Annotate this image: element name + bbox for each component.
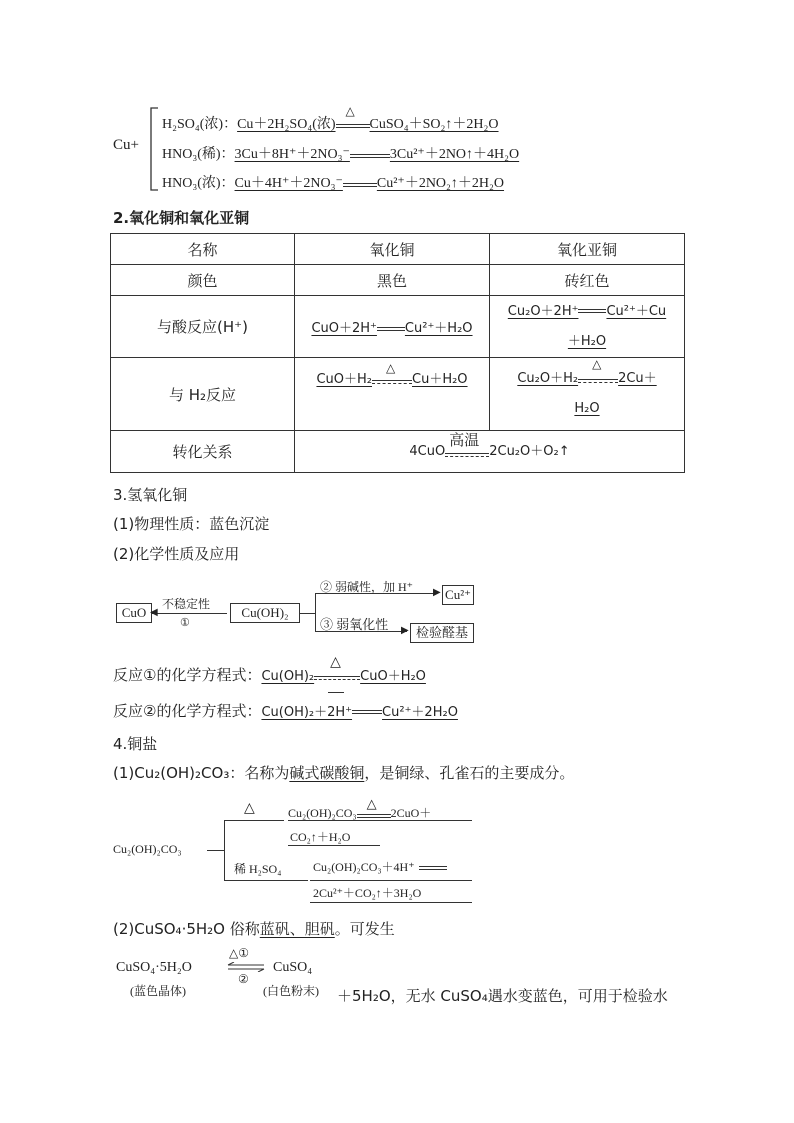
copper-oxide-table: [110, 233, 685, 473]
arrow-line-unstable: [152, 613, 227, 614]
section-4-p1: (1)Cu₂(OH)₂CO₃：名称为碱式碳酸铜，是铜绿、孔雀石的主要成分。: [113, 764, 575, 782]
mal-trunk: [207, 850, 224, 851]
section-4-tail: ＋5H₂O，无水 CuSO₄遇水变蓝色，可用于检验水: [337, 987, 668, 1005]
reaction-2: 反应②的化学方程式：Cu(OH)₂＋2H⁺ Cu²⁺＋2H₂O: [113, 702, 458, 720]
mal-upper-eq-line2: CO₂↑＋H₂O: [290, 830, 351, 844]
header-cuo: 氧化铜: [295, 234, 490, 265]
row-h2-label: 与 H₂反应: [111, 358, 295, 431]
malachite-reactant: Cu₂(OH)₂CO₃: [113, 842, 182, 856]
box-cuoh2: Cu(OH)₂: [230, 603, 300, 623]
anhydrous-formula: CuSO₄: [273, 960, 313, 975]
mal-upper-eq-line1: Cu₂(OH)₂CO₃ △ 2CuO＋: [288, 796, 432, 820]
section-3-p2: (2)化学性质及应用: [113, 545, 240, 563]
mal-vertical: [224, 820, 225, 880]
section-3-p1: (1)物理性质：蓝色沉淀: [113, 515, 270, 533]
mal-bottom: [224, 880, 308, 881]
header-cu2o: 氧化亚铜: [490, 234, 685, 265]
mal-top: [224, 820, 284, 821]
branch-vertical: [315, 593, 316, 631]
section-2-heading: 2.氧化铜和氧化亚铜: [113, 209, 250, 227]
mal-lower-cond: 稀 H₂SO₄: [234, 862, 282, 876]
brace: [146, 106, 160, 192]
section-4-heading: 4.铜盐: [113, 735, 158, 753]
row-h2-cu2o: Cu₂O＋H₂ △ 2Cu＋ H₂O: [490, 358, 685, 431]
arrow-bottom-label: ②: [238, 972, 249, 986]
reaction-1: 反应①的化学方程式：Cu(OH)₂ △ CuO＋H₂O: [113, 664, 426, 686]
section-3-heading: 3.氢氧化铜: [113, 486, 188, 504]
arrowhead-top: ▶: [433, 587, 441, 598]
equilibrium-arrows: [226, 962, 266, 972]
cu-label: Cu+: [113, 137, 139, 153]
mal-lower-eq-line1: Cu₂(OH)₂CO₃＋4H⁺: [313, 858, 447, 875]
label-circle1: ①: [180, 617, 190, 629]
label-unstable: 不稳定性: [162, 597, 211, 611]
mal-upper-cond: △: [244, 801, 255, 816]
label-branch3: ③ 弱氧化性: [320, 617, 389, 632]
hydrate-note: (蓝色晶体): [130, 984, 186, 998]
mal-upper-rule2: [288, 845, 380, 846]
row-conv-label: 转化关系: [111, 431, 295, 473]
arrowhead-left: ◀: [150, 607, 158, 618]
row-h2-cuo: CuO＋H₂ △ Cu＋H₂O: [295, 358, 490, 431]
hydrate-formula: CuSO₄·5H₂O: [116, 960, 192, 975]
reaction-h2so4: H₂SO₄(浓)：Cu＋2H₂SO₄(浓) △ CuSO₄＋SO₂↑＋2H₂O: [162, 104, 499, 132]
arrow-top-label: △①: [229, 946, 249, 960]
row-color-cuo: 黑色: [295, 265, 490, 296]
box-cuo: CuO: [116, 603, 152, 623]
row-acid-cuo: CuO＋2H⁺ Cu²⁺＋H₂O: [295, 296, 490, 358]
mal-upper-rule: [288, 820, 472, 821]
row-acid-cu2o: Cu₂O＋2H⁺ Cu²⁺＋Cu ＋H₂O: [490, 296, 685, 358]
section-4-p2: (2)CuSO₄·5H₂O 俗称蓝矾、胆矾。可发生: [113, 920, 395, 938]
row-conv-eq: 4CuO 高温 2Cu₂O＋O₂↑: [295, 431, 685, 473]
anhydrous-note: (白色粉末): [263, 984, 319, 998]
mal-lower-rule2: [310, 902, 472, 903]
label-branch2: ② 弱碱性，加 H⁺: [320, 580, 414, 594]
row-color-label: 颜色: [111, 265, 295, 296]
box-aldehyde: 检验醛基: [410, 623, 474, 643]
reaction-hno3-conc: HNO₃(浓)：Cu＋4H⁺＋2NO₃⁻ Cu²⁺＋2NO₂↑＋2H₂O: [162, 176, 505, 191]
reaction-hno3-dilute: HNO₃(稀)：3Cu＋8H⁺＋2NO₃⁻ 3Cu²⁺＋2NO↑＋4H₂O: [162, 147, 520, 162]
arrowhead-bottom: ▶: [401, 625, 409, 636]
row-acid-label: 与酸反应(H⁺): [111, 296, 295, 358]
header-name: 名称: [111, 234, 295, 265]
mal-lower-rule: [310, 880, 472, 881]
row-color-cu2o: 砖红色: [490, 265, 685, 296]
mal-lower-eq-line2: 2Cu²⁺＋CO₂↑＋3H₂O: [313, 886, 422, 900]
branch-trunk: [299, 613, 315, 614]
box-cu2plus: Cu²⁺: [442, 585, 474, 605]
